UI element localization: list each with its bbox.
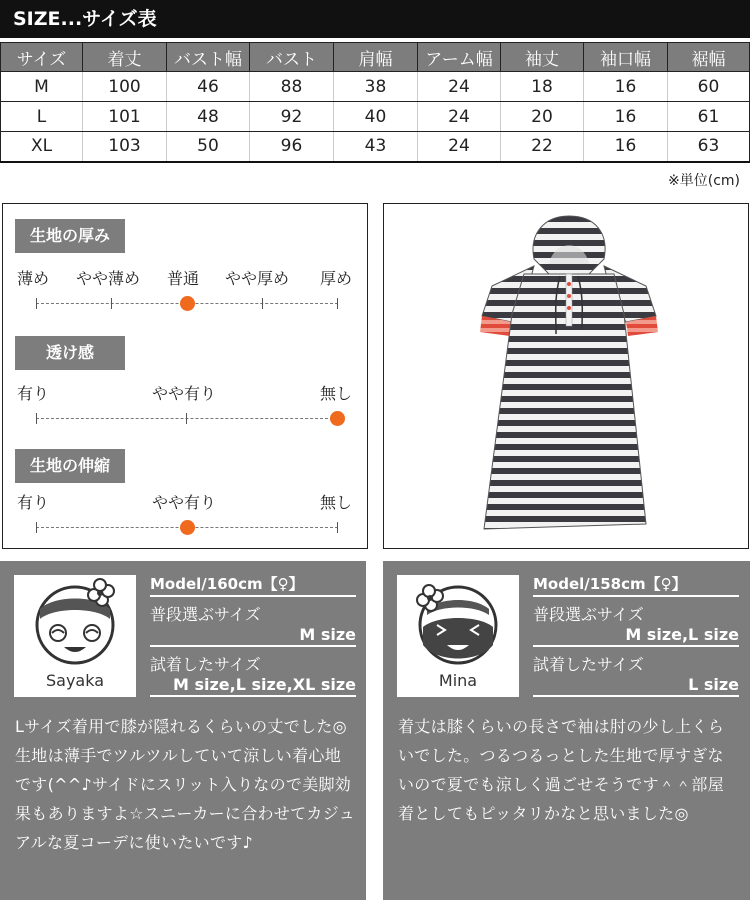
col-header: 着丈: [83, 43, 167, 72]
stretch-label: 生地の伸縮: [15, 449, 125, 483]
col-header: 袖丈: [501, 43, 584, 72]
scale-option: 無し: [320, 493, 353, 512]
reviewer-name: Sayaka: [45, 671, 105, 690]
table-cell: 100: [83, 72, 167, 102]
col-header: サイズ: [1, 43, 83, 72]
scale-option: やや厚め: [225, 269, 290, 288]
model-height: Model/160cm【♀】: [150, 573, 356, 597]
table-cell: 103: [83, 132, 167, 162]
scale-tick: [36, 298, 37, 309]
table-cell: M: [1, 72, 83, 102]
scale-tick: [111, 298, 112, 309]
table-cell: 96: [250, 132, 334, 162]
table-cell: 16: [584, 102, 668, 132]
scale-tick: [337, 298, 338, 309]
sheerness-scale: [36, 418, 338, 419]
thickness-scale: [36, 303, 338, 304]
review-comment: Lサイズ着用で膝が隠れるくらいの丈でした◎生地は薄手でツルツルしていて涼しい着心地です(^^♪サイドにスリット入りなので美脚効果もありますよ☆スニーカーに合わせてカジュアルな夏コーデに使いたいです♪: [15, 717, 356, 852]
review-comment: 着丈は膝くらいの長さで袖は肘の少し上くらいでした。つるつるっとした生地で厚すぎないので夏でも涼しく過ごせそうです＾＾部屋着としてもピッタリかなと思いました◎: [398, 717, 725, 823]
table-cell: L: [1, 102, 83, 132]
scale-tick: [36, 522, 37, 533]
table-row: [1, 72, 750, 102]
table-cell: 61: [668, 102, 750, 132]
tried-size-label: 試着したサイズ: [150, 655, 261, 674]
table-cell: 24: [418, 102, 501, 132]
size-table-header-row: [1, 43, 750, 72]
col-header: 袖口幅: [584, 43, 668, 72]
table-cell: 46: [167, 72, 250, 102]
table-cell: XL: [1, 132, 83, 162]
fabric-info-panel: [2, 203, 368, 549]
unit-note: ※単位(cm): [668, 173, 740, 189]
size-chart-title: SIZE...サイズ表: [0, 0, 750, 38]
model-info: [150, 573, 356, 697]
table-cell: 24: [418, 72, 501, 102]
table-cell: 16: [584, 132, 668, 162]
avatar: [14, 575, 136, 697]
table-cell: 88: [250, 72, 334, 102]
tried-size-value: M size,L size,XL size: [150, 675, 356, 697]
scale-option: 有り: [17, 384, 50, 403]
avatar: [397, 575, 519, 697]
table-cell: 38: [334, 72, 418, 102]
col-header: 裾幅: [668, 43, 750, 72]
table-cell: 60: [668, 72, 750, 102]
table-cell: 48: [167, 102, 250, 132]
usual-size-label: 普段選ぶサイズ: [150, 605, 261, 624]
scale-option: やや有り: [152, 384, 217, 403]
table-cell: 92: [250, 102, 334, 132]
thickness-indicator-dot: [180, 296, 195, 311]
scale-option: やや有り: [152, 493, 217, 512]
stretch-indicator-dot: [180, 520, 195, 535]
scale-option: 厚め: [320, 269, 353, 288]
scale-option: 薄め: [17, 269, 50, 288]
table-cell: 24: [418, 132, 501, 162]
striped-hoodie-dress-image: [384, 204, 749, 549]
table-cell: 63: [668, 132, 750, 162]
scale-tick: [262, 298, 263, 309]
model-info: [533, 573, 739, 697]
table-cell: 40: [334, 102, 418, 132]
table-row: [1, 132, 750, 162]
scale-option: 有り: [17, 493, 50, 512]
scale-tick: [36, 413, 37, 424]
table-cell: 16: [584, 72, 668, 102]
table-cell: 50: [167, 132, 250, 162]
scale-option: やや薄め: [76, 269, 141, 288]
col-header: バスト幅: [167, 43, 250, 72]
table-row: [1, 102, 750, 132]
stretch-scale: [36, 527, 338, 528]
review-card-sayaka: [0, 561, 366, 900]
sheerness-label: 透け感: [15, 336, 125, 370]
scale-tick: [186, 413, 187, 424]
sheerness-indicator-dot: [330, 411, 345, 426]
product-photo: [383, 203, 749, 549]
col-header: 肩幅: [334, 43, 418, 72]
table-cell: 43: [334, 132, 418, 162]
size-table: [0, 42, 750, 163]
usual-size-value: M size: [150, 625, 356, 647]
table-cell: 20: [501, 102, 584, 132]
winking-face-icon: [397, 575, 519, 671]
table-cell: 22: [501, 132, 584, 162]
thickness-label: 生地の厚み: [15, 219, 125, 253]
smiling-face-icon: [14, 575, 136, 671]
review-card-mina: [383, 561, 750, 900]
model-height: Model/158cm【♀】: [533, 573, 739, 597]
usual-size-label: 普段選ぶサイズ: [533, 605, 644, 624]
tried-size-label: 試着したサイズ: [533, 655, 644, 674]
scale-tick: [337, 522, 338, 533]
col-header: アーム幅: [418, 43, 501, 72]
col-header: バスト: [250, 43, 334, 72]
table-cell: 101: [83, 102, 167, 132]
table-cell: 18: [501, 72, 584, 102]
usual-size-value: M size,L size: [533, 625, 739, 647]
scale-option: 普通: [167, 269, 200, 288]
reviewer-name: Mina: [438, 671, 478, 690]
scale-option: 無し: [320, 384, 353, 403]
tried-size-value: L size: [533, 675, 739, 697]
